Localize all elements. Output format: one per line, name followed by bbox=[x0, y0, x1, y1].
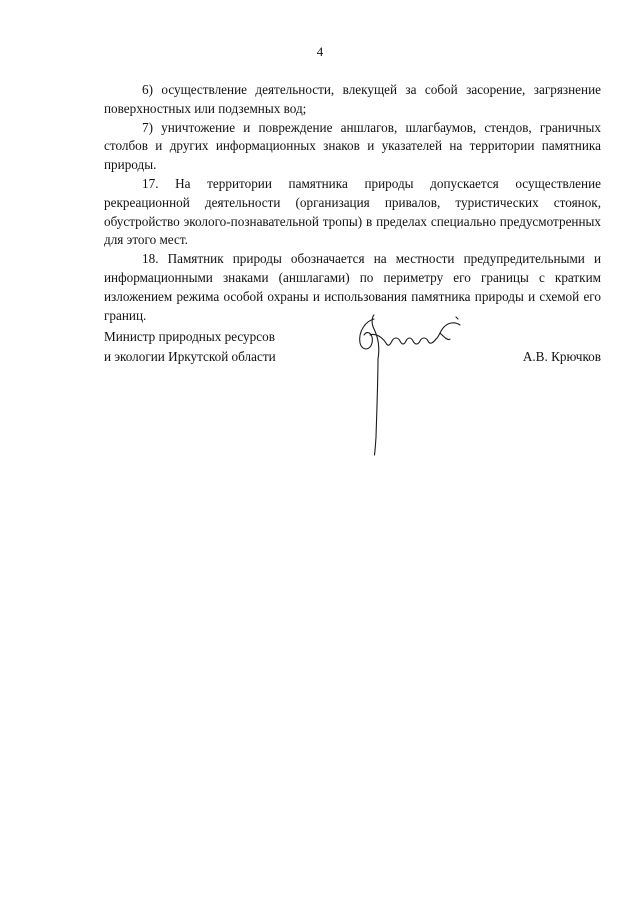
signatory-position bbox=[104, 327, 324, 367]
signatory-position-line-2: и экологии Иркутской области bbox=[104, 349, 276, 364]
paragraph-clause-18: 18. Памятник природы обозначается на местности предупредительными и информационными знаками (аншлагами) по периметру его границы с кратким изложением режима особой охраны и использования памятника природы и схемой его границ. bbox=[104, 251, 601, 323]
page-number: 4 bbox=[316, 44, 324, 59]
signatory-name: А.В. Крючков bbox=[522, 349, 601, 364]
signature-block bbox=[104, 327, 601, 467]
signatory-position-line-1: Министр природных ресурсов bbox=[104, 329, 275, 344]
handwritten-signature bbox=[344, 307, 484, 457]
paragraph-clause-17: 17. На территории памятника природы допускается осуществление рекреационной деятельности (организация привалов, туристических стоянок, обустройство эколого-познавательной тропы) в пределах специально предусмотренных для этого мест. bbox=[104, 175, 601, 248]
paragraph-item-6: 6) осуществление деятельности, влекущей за собой засорение, загрязнение поверхностных или подземных вод; bbox=[104, 82, 601, 116]
paragraph-item-7: 7) уничтожение и повреждение аншлагов, шлагбаумов, стендов, граничных столбов и других информационных знаков и указателей на территории памятника природы. bbox=[104, 119, 601, 173]
document-body bbox=[104, 81, 601, 325]
